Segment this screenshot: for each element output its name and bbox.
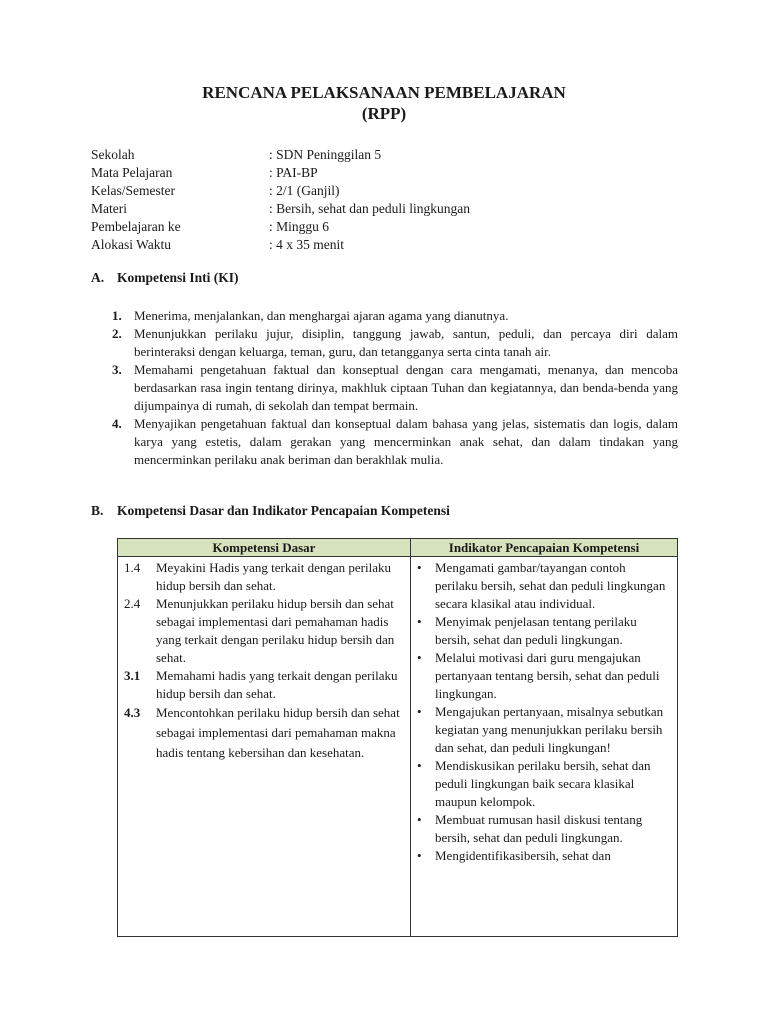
section-b-heading bbox=[91, 503, 450, 519]
identity-label: Materi bbox=[91, 201, 127, 216]
bullet-icon: • bbox=[417, 650, 422, 665]
document-subtitle: (RPP) bbox=[361, 104, 407, 123]
identity-row-kelas-semester bbox=[91, 182, 470, 200]
kd-number: 3.1 bbox=[124, 668, 141, 683]
identity-label: Sekolah bbox=[91, 147, 135, 162]
list-item bbox=[112, 307, 678, 325]
identity-label: Mata Pelajaran bbox=[91, 165, 173, 180]
list-text: Memahami pengetahuan faktual dan konseptual dengan cara mengamati, menanya, dan mencoba berdasarkan rasa ingin tentang dirinya, makhluk ciptaan Tuhan dan kegiatannya, dan benda-benda yang dijumpainya di rumah, di sekolah dan tempat bermain. bbox=[134, 362, 678, 413]
section-title: Kompetensi Dasar dan Indikator Pencapaian Kompetensi bbox=[117, 503, 450, 518]
indikator-text: Menyimak penjelasan tentang perilaku bersih, sehat dan peduli lingkungan. bbox=[435, 614, 637, 647]
list-item bbox=[112, 325, 678, 361]
kompetensi-inti-list bbox=[112, 307, 678, 469]
list-text: Menunjukkan perilaku jujur, disiplin, tanggung jawab, santun, peduli, dan percaya diri dalam berinteraksi dengan keluarga, teman, guru, dan tetangganya serta cinta tanah air. bbox=[134, 326, 678, 359]
kompetensi-dasar-cell bbox=[118, 557, 411, 937]
kd-text: Memahami hadis yang terkait dengan perilaku hidup bersih dan sehat. bbox=[156, 668, 398, 701]
identity-value: : Minggu 6 bbox=[269, 219, 330, 234]
section-letter: A. bbox=[91, 270, 105, 285]
document-title: RENCANA PELAKSANAAN PEMBELAJARAN bbox=[202, 83, 566, 102]
section-title: Kompetensi Inti (KI) bbox=[117, 270, 239, 285]
kd-text: Menunjukkan perilaku hidup bersih dan sehat sebagai implementasi dari pemahaman hadis yang terkait dengan perilaku hidup bersih dan sehat. bbox=[156, 596, 395, 665]
indikator-cell bbox=[411, 557, 678, 937]
indikator-item bbox=[417, 757, 671, 811]
kd-number: 2.4 bbox=[124, 596, 141, 611]
kd-item bbox=[124, 595, 404, 667]
table-row bbox=[118, 557, 678, 937]
section-a-heading bbox=[91, 270, 239, 286]
identity-row-materi bbox=[91, 200, 470, 218]
list-item bbox=[112, 361, 678, 415]
kd-text: Meyakini Hadis yang terkait dengan perilaku hidup bersih dan sehat. bbox=[156, 560, 392, 593]
bullet-icon: • bbox=[417, 560, 422, 575]
identity-label: Kelas/Semester bbox=[91, 183, 175, 198]
list-number: 2. bbox=[112, 326, 122, 341]
kd-item bbox=[124, 559, 404, 595]
column-header-kompetensi-dasar: Kompetensi Dasar bbox=[118, 539, 411, 557]
kd-item bbox=[124, 703, 404, 763]
bullet-icon: • bbox=[417, 812, 422, 827]
bullet-icon: • bbox=[417, 704, 422, 719]
indikator-item bbox=[417, 847, 671, 865]
list-number: 4. bbox=[112, 416, 122, 431]
indikator-item bbox=[417, 703, 671, 757]
identity-row-sekolah bbox=[91, 146, 470, 164]
indikator-text: Mengamati gambar/tayangan contoh perilaku bersih, sehat dan peduli lingkungan secara klasikal atau individual. bbox=[435, 560, 666, 611]
identity-row-alokasi-waktu bbox=[91, 236, 470, 254]
identity-label: Pembelajaran ke bbox=[91, 219, 181, 234]
bullet-icon: • bbox=[417, 758, 422, 773]
identity-row-pembelajaran-ke bbox=[91, 218, 470, 236]
bullet-icon: • bbox=[417, 848, 422, 863]
bullet-icon: • bbox=[417, 614, 422, 629]
kd-number: 1.4 bbox=[124, 560, 141, 575]
list-number: 3. bbox=[112, 362, 122, 377]
indikator-item bbox=[417, 613, 671, 649]
list-text: Menyajikan pengetahuan faktual dan konseptual dalam bahasa yang jelas, sistematis dan logis, dalam karya yang estetis, dalam gerakan yang mencerminkan anak sehat, dan dalam tindakan yang mencerminkan perilaku anak beriman dan berakhlak mulia. bbox=[134, 416, 678, 467]
identity-label: Alokasi Waktu bbox=[91, 237, 172, 252]
list-text: Menerima, menjalankan, dan menghargai ajaran agama yang dianutnya. bbox=[134, 308, 509, 323]
identity-value: : SDN Peninggilan 5 bbox=[269, 147, 382, 162]
column-header-indikator: Indikator Pencapaian Kompetensi bbox=[411, 539, 678, 557]
identity-row-mata-pelajaran bbox=[91, 164, 470, 182]
kd-text: Mencontohkan perilaku hidup bersih dan sehat sebagai implementasi dari pemahaman makna hadis tentang kebersihan dan kesehatan. bbox=[156, 705, 400, 760]
list-item bbox=[112, 415, 678, 469]
indikator-text: Melalui motivasi dari guru mengajukan pertanyaan tentang bersih, sehat dan peduli lingkungan. bbox=[435, 650, 660, 701]
identity-value: : Bersih, sehat dan peduli lingkungan bbox=[269, 201, 470, 216]
indikator-text: Mengajukan pertanyaan, misalnya sebutkan kegiatan yang menunjukkan perilaku bersih dan sehat, dan peduli lingkungan! bbox=[435, 704, 664, 755]
identity-block bbox=[91, 146, 470, 254]
list-number: 1. bbox=[112, 308, 122, 323]
identity-value: : 2/1 (Ganjil) bbox=[269, 183, 340, 198]
indikator-item bbox=[417, 811, 671, 847]
kd-number: 4.3 bbox=[124, 705, 141, 720]
kd-item bbox=[124, 667, 404, 703]
section-letter: B. bbox=[91, 503, 104, 518]
identity-value: : 4 x 35 menit bbox=[269, 237, 344, 252]
table-header-row bbox=[118, 539, 678, 557]
indikator-text: Mengidentifikasibersih, sehat dan bbox=[435, 848, 611, 863]
indikator-item bbox=[417, 649, 671, 703]
indikator-text: Mendiskusikan perilaku bersih, sehat dan peduli lingkungan baik secara klasikal maupun kelompok. bbox=[435, 758, 651, 809]
kompetensi-table bbox=[117, 538, 678, 937]
identity-value: : PAI-BP bbox=[269, 165, 318, 180]
indikator-text: Membuat rumusan hasil diskusi tentang bersih, sehat dan peduli lingkungan. bbox=[435, 812, 643, 845]
indikator-item bbox=[417, 559, 671, 613]
